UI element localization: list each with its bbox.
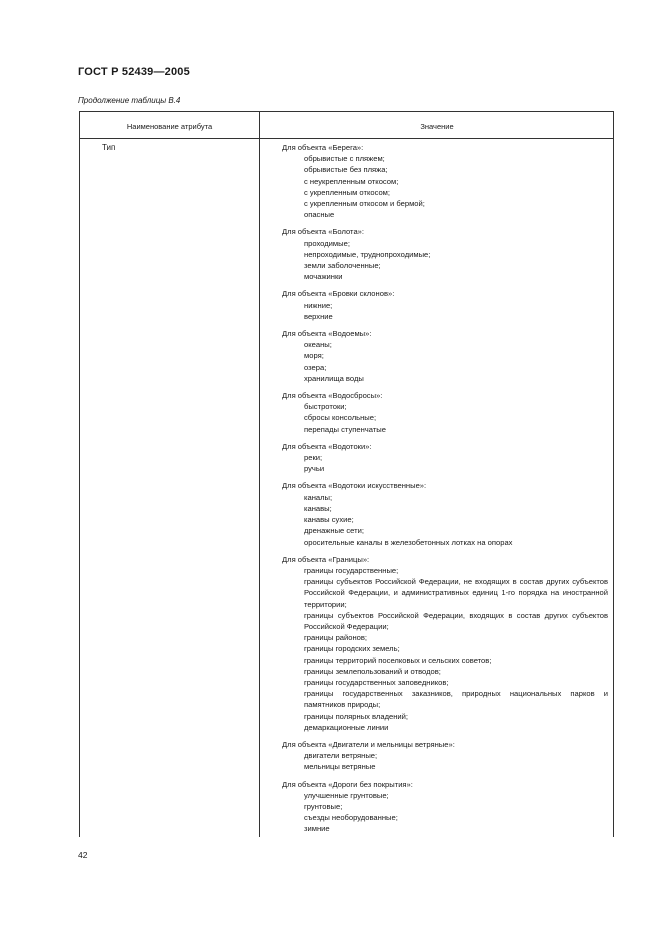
value-item: зимние xyxy=(304,824,330,834)
value-item: нижние; xyxy=(304,300,333,310)
value-item: границы землепользований и отводов; xyxy=(304,666,441,676)
value-item: с неукрепленным откосом; xyxy=(304,176,399,186)
value-group xyxy=(282,480,608,547)
value-group xyxy=(282,441,608,475)
value-item: каналы; xyxy=(304,492,333,502)
value-item: демаркационные линии xyxy=(304,722,389,732)
value-item: оросительные каналы в железобетонных лотках на опорах xyxy=(304,537,513,547)
column-header-value: Значение xyxy=(420,122,454,131)
value-item: быстротоки; xyxy=(304,402,347,412)
value-group-heading: Для объекта «Границы»: xyxy=(282,554,370,564)
column-header-attribute-name: Наименование атрибута xyxy=(126,122,213,131)
value-item: обрывистые с пляжем; xyxy=(304,154,385,164)
value-cell xyxy=(282,142,608,841)
value-item: границы городских земель; xyxy=(304,644,400,654)
value-group xyxy=(282,142,608,220)
value-item: с укрепленным откосом и бермой; xyxy=(304,199,425,209)
value-group-heading: Для объекта «Водосбросы»: xyxy=(282,391,383,401)
value-item: границы субъектов Российской Федерации, не входящих в состав других субъектов Российской Федерации, и административных единиц 1-го порядка на иностранной территории; xyxy=(304,577,608,609)
value-item: земли заболоченные; xyxy=(304,261,381,271)
value-group xyxy=(282,226,608,282)
value-item: границы государственных заказников, природных национальных парков и памятников природы; xyxy=(304,689,608,710)
value-group-heading: Для объекта «Водоемы»: xyxy=(282,329,372,339)
value-item: канавы; xyxy=(304,503,332,513)
value-group-heading: Для объекта «Двигатели и мельницы ветряные»: xyxy=(282,739,455,749)
value-group-heading: Для объекта «Болота»: xyxy=(282,227,365,237)
value-group xyxy=(282,390,608,435)
value-item: границы субъектов Российской Федерации, входящих в состав других субъектов Российской Федерации; xyxy=(304,610,608,631)
value-item: съезды необорудованные; xyxy=(304,813,398,823)
value-item: перепады ступенчатые xyxy=(304,424,386,434)
value-item: верхние xyxy=(304,311,333,321)
value-item: моря; xyxy=(304,351,324,361)
attribute-name-cell: Тип xyxy=(102,143,116,152)
value-item: границы государственных заповедников; xyxy=(304,677,449,687)
value-item: границы полярных владений; xyxy=(304,711,409,721)
value-item: границы государственные; xyxy=(304,565,399,575)
value-group xyxy=(282,554,608,733)
value-item: мельницы ветряные xyxy=(304,762,376,772)
value-group-heading: Для объекта «Водотоки искусственные»: xyxy=(282,481,427,491)
value-item: с укрепленным откосом; xyxy=(304,187,391,197)
value-item: обрывистые без пляжа; xyxy=(304,165,388,175)
value-item: проходимые; xyxy=(304,238,350,248)
value-item: сбросы консольные; xyxy=(304,413,377,423)
document-code: ГОСТ Р 52439—2005 xyxy=(78,66,190,78)
value-item: мочажинки xyxy=(304,272,343,282)
value-item: озера; xyxy=(304,362,327,372)
value-item: двигатели ветряные; xyxy=(304,751,378,761)
value-item: грунтовые; xyxy=(304,801,343,811)
value-item: опасные xyxy=(304,210,335,220)
value-group-heading: Для объекта «Водотоки»: xyxy=(282,441,372,451)
value-group xyxy=(282,288,608,322)
column-divider xyxy=(259,111,260,837)
value-item: канавы сухие; xyxy=(304,515,354,525)
value-group xyxy=(282,328,608,384)
value-item: ручьи xyxy=(304,464,325,474)
value-group-heading: Для объекта «Берега»: xyxy=(282,143,364,152)
value-item: улучшенные грунтовые; xyxy=(304,790,389,800)
value-item: реки; xyxy=(304,453,323,463)
page-number: 42 xyxy=(78,850,88,860)
table-continuation-caption: Продолжение таблицы В.4 xyxy=(78,96,181,105)
value-item: границы территорий поселковых и сельских советов; xyxy=(304,655,492,665)
value-item: дренажные сети; xyxy=(304,526,364,536)
value-item: хранилища воды xyxy=(304,373,364,383)
value-group-heading: Для объекта «Дороги без покрытия»: xyxy=(282,779,413,789)
value-item: границы районов; xyxy=(304,633,368,643)
value-item: океаны; xyxy=(304,340,332,350)
value-group xyxy=(282,779,608,835)
value-item: непроходимые, труднопроходимые; xyxy=(304,249,431,259)
value-group xyxy=(282,739,608,773)
header-separator xyxy=(79,138,614,139)
value-group-heading: Для объекта «Бровки склонов»: xyxy=(282,289,395,299)
